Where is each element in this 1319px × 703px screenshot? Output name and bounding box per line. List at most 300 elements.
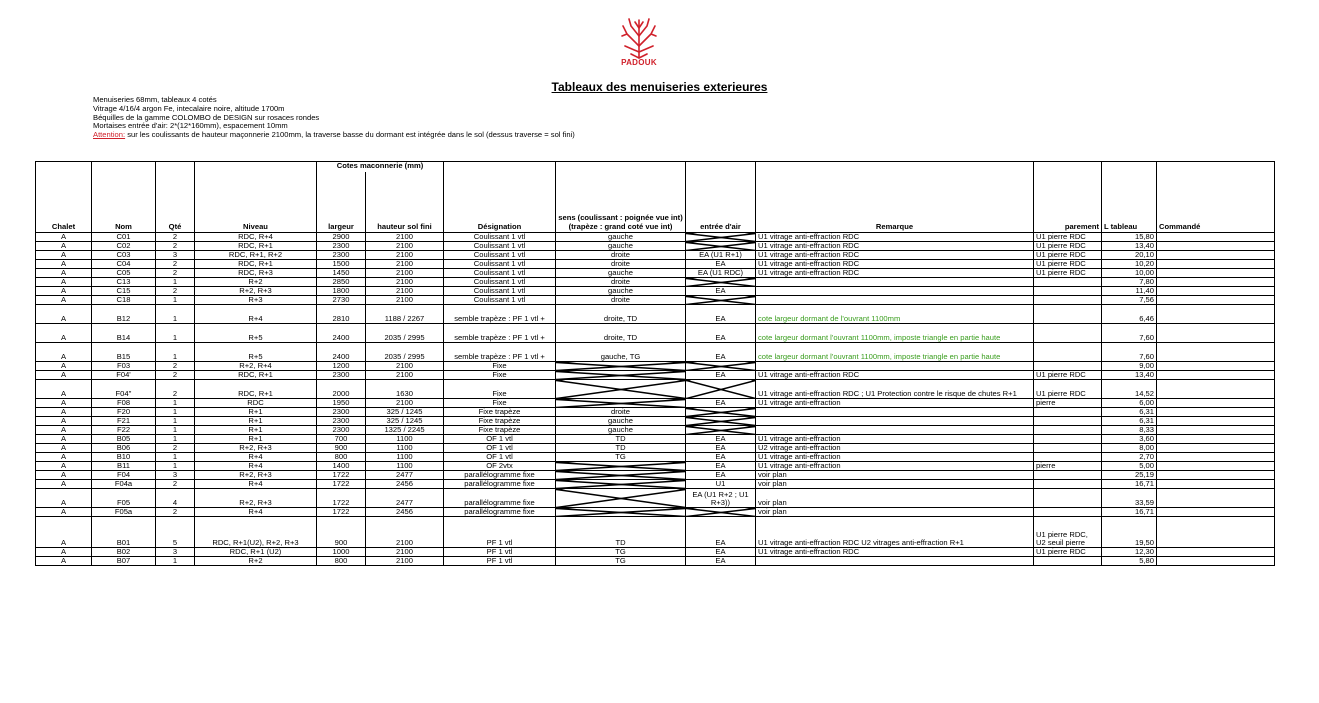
header-remarque: Remarque: [756, 172, 1034, 233]
cell-sens: [556, 362, 686, 371]
cell-chalet: A: [36, 480, 92, 489]
cell-designation: parallélogramme fixe: [444, 471, 556, 480]
cell-parement: U1 pierre RDC: [1034, 371, 1102, 380]
cell-qte: 1: [156, 453, 195, 462]
cell-hauteur: 325 / 1245: [366, 417, 444, 426]
cell-qte: 1: [156, 278, 195, 287]
cell-qte: 2: [156, 242, 195, 251]
cell-qte: 1: [156, 462, 195, 471]
cell-tableau: 10,20: [1102, 260, 1157, 269]
cell-qte: 2: [156, 444, 195, 453]
table-row: [36, 444, 1275, 453]
cell-remarque: U1 vitrage anti-effraction RDC: [756, 548, 1034, 557]
cell-niveau: R+2, R+3: [195, 287, 317, 296]
cell-chalet: A: [36, 233, 92, 242]
cell-largeur: 900: [317, 444, 366, 453]
cell-remarque: voir plan: [756, 471, 1034, 480]
cell-sens: gauche: [556, 269, 686, 278]
padouk-logo: [613, 16, 665, 76]
cell-nom: F21: [92, 417, 156, 426]
cell-largeur: 2300: [317, 417, 366, 426]
cell-remarque: U1 vitrage anti-effraction: [756, 462, 1034, 471]
cell-largeur: 1200: [317, 362, 366, 371]
cell-hauteur: 2100: [366, 260, 444, 269]
cell-tableau: 16,71: [1102, 480, 1157, 489]
cell-tableau: 15,80: [1102, 233, 1157, 242]
cell-commande: [1157, 480, 1275, 489]
cell-remarque: U1 vitrage anti-effraction RDC U2 vitrages anti-effraction R+1: [756, 517, 1034, 548]
table-row: [36, 480, 1275, 489]
cell-entree-air: EA: [686, 305, 756, 324]
table-row: [36, 453, 1275, 462]
cell-niveau: R+4: [195, 305, 317, 324]
cell-chalet: A: [36, 343, 92, 362]
cell-hauteur: 2100: [366, 548, 444, 557]
cell-parement: U1 pierre RDC: [1034, 548, 1102, 557]
cell-niveau: R+2, R+4: [195, 362, 317, 371]
table-row: [36, 557, 1275, 566]
cell-commande: [1157, 278, 1275, 287]
cell-parement: [1034, 426, 1102, 435]
cell-largeur: 2850: [317, 278, 366, 287]
cell-entree-air: EA (U1 R+1): [686, 251, 756, 260]
table-row: [36, 242, 1275, 251]
cell-entree-air: EA: [686, 435, 756, 444]
cell-designation: parallélogramme fixe: [444, 489, 556, 508]
cell-hauteur: 2456: [366, 508, 444, 517]
table-row: [36, 371, 1275, 380]
cell-parement: [1034, 343, 1102, 362]
table-row: [36, 343, 1275, 362]
cell-commande: [1157, 343, 1275, 362]
cell-entree-air: EA: [686, 371, 756, 380]
cell-designation: semble trapèze : PF 1 vtl +: [444, 343, 556, 362]
cell-tableau: 8,00: [1102, 444, 1157, 453]
cell-niveau: RDC, R+1: [195, 242, 317, 251]
cell-designation: OF 1 vtl: [444, 435, 556, 444]
cell-remarque: voir plan: [756, 480, 1034, 489]
cell-remarque: U1 vitrage anti-effraction RDC: [756, 242, 1034, 251]
cell-qte: 1: [156, 417, 195, 426]
cell-niveau: RDC, R+1, R+2: [195, 251, 317, 260]
cell-qte: 1: [156, 324, 195, 343]
cell-entree-air: [686, 362, 756, 371]
cell-entree-air: [686, 242, 756, 251]
cell-sens: droite, TD: [556, 305, 686, 324]
cell-nom: F03: [92, 362, 156, 371]
cell-remarque: U1 vitrage anti-effraction: [756, 435, 1034, 444]
cell-tableau: 14,52: [1102, 380, 1157, 399]
table-body: [36, 233, 1275, 566]
cell-hauteur: 1100: [366, 435, 444, 444]
header-parement: parement: [1034, 172, 1102, 233]
cell-chalet: A: [36, 471, 92, 480]
cell-qte: 2: [156, 371, 195, 380]
cell-entree-air: [686, 278, 756, 287]
cell-chalet: A: [36, 324, 92, 343]
cell-tableau: 7,60: [1102, 324, 1157, 343]
cell-niveau: RDC, R+1(U2), R+2, R+3: [195, 517, 317, 548]
header-tableau: L tableau: [1102, 172, 1157, 233]
cell-remarque: [756, 426, 1034, 435]
cell-nom: B14: [92, 324, 156, 343]
cell-designation: Coulissant 1 vtl: [444, 233, 556, 242]
header-spacer: [756, 162, 1034, 173]
cell-qte: 2: [156, 380, 195, 399]
cell-sens: [556, 471, 686, 480]
cell-sens: TG: [556, 557, 686, 566]
cell-hauteur: 2100: [366, 242, 444, 251]
cell-remarque: [756, 287, 1034, 296]
cell-niveau: R+5: [195, 324, 317, 343]
cell-largeur: 1000: [317, 548, 366, 557]
cell-chalet: A: [36, 305, 92, 324]
cell-niveau: R+1: [195, 417, 317, 426]
cell-tableau: 16,71: [1102, 508, 1157, 517]
cell-tableau: 10,00: [1102, 269, 1157, 278]
cell-commande: [1157, 380, 1275, 399]
cell-entree-air: EA: [686, 343, 756, 362]
cell-chalet: A: [36, 399, 92, 408]
cell-niveau: R+1: [195, 426, 317, 435]
cell-tableau: 9,00: [1102, 362, 1157, 371]
cell-sens: droite: [556, 260, 686, 269]
cell-tableau: 12,30: [1102, 548, 1157, 557]
cell-largeur: 2300: [317, 426, 366, 435]
cell-sens: droite, TD: [556, 324, 686, 343]
cell-niveau: R+4: [195, 462, 317, 471]
cell-hauteur: 2035 / 2995: [366, 324, 444, 343]
cell-largeur: 700: [317, 435, 366, 444]
cell-parement: [1034, 557, 1102, 566]
cell-entree-air: EA: [686, 324, 756, 343]
cell-parement: [1034, 296, 1102, 305]
cell-qte: 1: [156, 435, 195, 444]
cell-parement: [1034, 305, 1102, 324]
attention-text: sur les coulissants de hauteur maçonnerie 2100mm, la traverse basse du dormant est intégrée dans le sol (dessus traverse = sol fini): [125, 130, 575, 140]
cell-entree-air: EA: [686, 444, 756, 453]
cell-chalet: A: [36, 296, 92, 305]
cell-niveau: R+2: [195, 557, 317, 566]
cell-commande: [1157, 471, 1275, 480]
cell-sens: TG: [556, 453, 686, 462]
cell-chalet: A: [36, 408, 92, 417]
cell-commande: [1157, 426, 1275, 435]
cell-commande: [1157, 242, 1275, 251]
cell-qte: 3: [156, 471, 195, 480]
cell-commande: [1157, 371, 1275, 380]
cell-niveau: R+2: [195, 278, 317, 287]
cell-designation: semble trapèze : PF 1 vtl +: [444, 324, 556, 343]
cell-largeur: 2730: [317, 296, 366, 305]
cell-chalet: A: [36, 278, 92, 287]
cell-niveau: R+4: [195, 480, 317, 489]
cell-entree-air: [686, 408, 756, 417]
cell-sens: TD: [556, 517, 686, 548]
cell-nom: F04: [92, 471, 156, 480]
cell-qte: 3: [156, 548, 195, 557]
cell-largeur: 900: [317, 517, 366, 548]
cell-qte: 2: [156, 233, 195, 242]
cell-nom: C15: [92, 287, 156, 296]
cell-remarque: U1 vitrage anti-effraction RDC: [756, 269, 1034, 278]
header-designation: Désignation: [444, 172, 556, 233]
cell-sens: droite: [556, 408, 686, 417]
cell-hauteur: 1100: [366, 444, 444, 453]
cell-hauteur: 1188 / 2267: [366, 305, 444, 324]
cell-qte: 1: [156, 399, 195, 408]
cell-parement: [1034, 480, 1102, 489]
table-row: [36, 462, 1275, 471]
header-spacer: [1102, 162, 1157, 173]
cell-designation: Fixe: [444, 362, 556, 371]
cell-parement: U1 pierre RDC: [1034, 242, 1102, 251]
cell-chalet: A: [36, 371, 92, 380]
cell-nom: C13: [92, 278, 156, 287]
cell-nom: F22: [92, 426, 156, 435]
cell-designation: Fixe: [444, 399, 556, 408]
cell-commande: [1157, 305, 1275, 324]
cell-tableau: 13,40: [1102, 371, 1157, 380]
table-row: [36, 408, 1275, 417]
cell-largeur: 2810: [317, 305, 366, 324]
cell-sens: TD: [556, 435, 686, 444]
cell-sens: [556, 380, 686, 399]
cell-hauteur: 2456: [366, 480, 444, 489]
cell-chalet: A: [36, 557, 92, 566]
cell-largeur: 1950: [317, 399, 366, 408]
cell-entree-air: [686, 508, 756, 517]
cell-qte: 2: [156, 508, 195, 517]
cell-hauteur: 1630: [366, 380, 444, 399]
cell-commande: [1157, 408, 1275, 417]
cell-remarque: [756, 278, 1034, 287]
cell-hauteur: 2477: [366, 489, 444, 508]
table-row: [36, 251, 1275, 260]
cell-tableau: 3,60: [1102, 435, 1157, 444]
cell-entree-air: EA: [686, 557, 756, 566]
cell-hauteur: 2100: [366, 557, 444, 566]
cell-tableau: 2,70: [1102, 453, 1157, 462]
cell-remarque: U1 vitrage anti-effraction RDC: [756, 260, 1034, 269]
cell-niveau: RDC, R+1: [195, 260, 317, 269]
cell-chalet: A: [36, 380, 92, 399]
cell-parement: [1034, 453, 1102, 462]
cell-niveau: R+5: [195, 343, 317, 362]
table-row: [36, 471, 1275, 480]
cell-entree-air: [686, 380, 756, 399]
cell-remarque: U1 vitrage anti-effraction RDC ; U1 Protection contre le risque de chutes R+1: [756, 380, 1034, 399]
cell-nom: B05: [92, 435, 156, 444]
cell-chalet: A: [36, 251, 92, 260]
cell-niveau: R+4: [195, 453, 317, 462]
cell-tableau: 8,33: [1102, 426, 1157, 435]
cell-largeur: 2300: [317, 371, 366, 380]
page-title: Tableaux des menuiseries exterieures: [551, 80, 768, 94]
cell-entree-air: EA: [686, 453, 756, 462]
cell-remarque: [756, 408, 1034, 417]
cell-sens: gauche: [556, 417, 686, 426]
cell-qte: 1: [156, 408, 195, 417]
cell-nom: B07: [92, 557, 156, 566]
note-line: Menuiseries 68mm, tableaux 4 cotés: [93, 95, 217, 104]
cell-designation: Fixe: [444, 371, 556, 380]
cell-designation: Coulissant 1 vtl: [444, 287, 556, 296]
cell-parement: [1034, 489, 1102, 508]
cell-chalet: A: [36, 287, 92, 296]
header-nom: Nom: [92, 172, 156, 233]
cell-largeur: 2900: [317, 233, 366, 242]
cell-hauteur: 325 / 1245: [366, 408, 444, 417]
cell-nom: B12: [92, 305, 156, 324]
cell-entree-air: [686, 233, 756, 242]
cell-hauteur: 2100: [366, 287, 444, 296]
table-row: [36, 269, 1275, 278]
cell-entree-air: EA: [686, 517, 756, 548]
table-row: [36, 399, 1275, 408]
cell-parement: [1034, 324, 1102, 343]
cell-hauteur: 2100: [366, 278, 444, 287]
cell-entree-air: U1: [686, 480, 756, 489]
cell-nom: B02: [92, 548, 156, 557]
cell-chalet: A: [36, 417, 92, 426]
header-qte: Qté: [156, 172, 195, 233]
cell-niveau: R+1: [195, 435, 317, 444]
cell-largeur: 1722: [317, 508, 366, 517]
cell-sens: gauche: [556, 287, 686, 296]
cell-parement: pierre: [1034, 399, 1102, 408]
cell-nom: F04a: [92, 480, 156, 489]
header-spacer: [92, 162, 156, 173]
table-row: [36, 417, 1275, 426]
cell-parement: U1 pierre RDC: [1034, 269, 1102, 278]
cell-niveau: RDC, R+1: [195, 380, 317, 399]
cell-tableau: 19,50: [1102, 517, 1157, 548]
cell-niveau: RDC, R+4: [195, 233, 317, 242]
cell-entree-air: [686, 426, 756, 435]
cell-largeur: 2300: [317, 242, 366, 251]
cell-qte: 2: [156, 480, 195, 489]
cell-niveau: R+2, R+3: [195, 444, 317, 453]
cell-niveau: R+4: [195, 508, 317, 517]
notes-block: [93, 96, 575, 140]
cell-sens: gauche: [556, 426, 686, 435]
cell-commande: [1157, 444, 1275, 453]
cell-chalet: A: [36, 362, 92, 371]
table-row: [36, 517, 1275, 548]
table-row: [36, 305, 1275, 324]
cell-designation: Coulissant 1 vtl: [444, 251, 556, 260]
header-spacer: [156, 162, 195, 173]
cell-sens: droite: [556, 296, 686, 305]
cell-hauteur: 1325 / 2245: [366, 426, 444, 435]
cell-entree-air: EA: [686, 548, 756, 557]
cell-designation: semble trapèze : PF 1 vtl +: [444, 305, 556, 324]
cell-sens: gauche: [556, 233, 686, 242]
cell-largeur: 1800: [317, 287, 366, 296]
table-row: [36, 278, 1275, 287]
cell-nom: B01: [92, 517, 156, 548]
cell-designation: PF 1 vtl: [444, 548, 556, 557]
cell-sens: [556, 508, 686, 517]
note-line: Vitrage 4/16/4 argon Fe, intecalaire noire, altitude 1700m: [93, 103, 285, 113]
logo-text: PADOUK: [621, 58, 657, 67]
cell-tableau: 11,40: [1102, 287, 1157, 296]
header-entree-air: entrée d'air: [686, 172, 756, 233]
header-chalet: Chalet: [36, 172, 92, 233]
cell-largeur: 2300: [317, 251, 366, 260]
cell-largeur: 1450: [317, 269, 366, 278]
joinery-table: [35, 161, 1275, 566]
cell-hauteur: 2035 / 2995: [366, 343, 444, 362]
cell-nom: C05: [92, 269, 156, 278]
cell-designation: parallélogramme fixe: [444, 508, 556, 517]
cell-qte: 2: [156, 287, 195, 296]
table-row: [36, 287, 1275, 296]
header-spacer: [686, 162, 756, 173]
cell-nom: F04'': [92, 380, 156, 399]
cell-qte: 3: [156, 251, 195, 260]
cell-commande: [1157, 324, 1275, 343]
cell-niveau: R+3: [195, 296, 317, 305]
cell-qte: 5: [156, 517, 195, 548]
cell-parement: [1034, 417, 1102, 426]
cell-entree-air: EA (U1 R+2 ; U1 R+3)): [686, 489, 756, 508]
cell-designation: Coulissant 1 vtl: [444, 269, 556, 278]
cell-nom: F04': [92, 371, 156, 380]
cell-tableau: 20,10: [1102, 251, 1157, 260]
attention-line: [93, 131, 575, 140]
cell-designation: OF 1 vtl: [444, 453, 556, 462]
cell-designation: PF 1 vtl: [444, 557, 556, 566]
header-largeur: largeur: [317, 172, 366, 233]
cell-qte: 1: [156, 426, 195, 435]
cell-commande: [1157, 508, 1275, 517]
cell-commande: [1157, 296, 1275, 305]
cell-largeur: 1722: [317, 480, 366, 489]
cell-parement: U1 pierre RDC: [1034, 233, 1102, 242]
cell-entree-air: EA: [686, 462, 756, 471]
cell-commande: [1157, 489, 1275, 508]
cell-commande: [1157, 435, 1275, 444]
cell-entree-air: EA: [686, 399, 756, 408]
cell-designation: Coulissant 1 vtl: [444, 260, 556, 269]
cell-designation: Coulissant 1 vtl: [444, 242, 556, 251]
note-line: Béquilles de la gamme COLOMBO de DESIGN sur rosaces rondes: [93, 112, 320, 122]
header-spacer: [36, 162, 92, 173]
header-niveau: Niveau: [195, 172, 317, 233]
cell-qte: 2: [156, 362, 195, 371]
cell-parement: U1 pierre RDC: [1034, 380, 1102, 399]
cell-tableau: 6,46: [1102, 305, 1157, 324]
cell-remarque: voir plan: [756, 489, 1034, 508]
cell-sens: [556, 462, 686, 471]
cell-hauteur: 2100: [366, 296, 444, 305]
cell-designation: Fixe trapèze: [444, 408, 556, 417]
cell-commande: [1157, 287, 1275, 296]
cell-designation: Fixe trapèze: [444, 417, 556, 426]
cell-chalet: A: [36, 269, 92, 278]
cell-commande: [1157, 453, 1275, 462]
cell-remarque: U1 vitrage anti-effraction RDC: [756, 371, 1034, 380]
cell-niveau: RDC, R+1: [195, 371, 317, 380]
cell-sens: droite: [556, 251, 686, 260]
cell-entree-air: [686, 296, 756, 305]
header-row: [36, 172, 1275, 233]
cell-largeur: 2000: [317, 380, 366, 399]
cell-designation: Fixe trapèze: [444, 426, 556, 435]
cell-largeur: 800: [317, 453, 366, 462]
